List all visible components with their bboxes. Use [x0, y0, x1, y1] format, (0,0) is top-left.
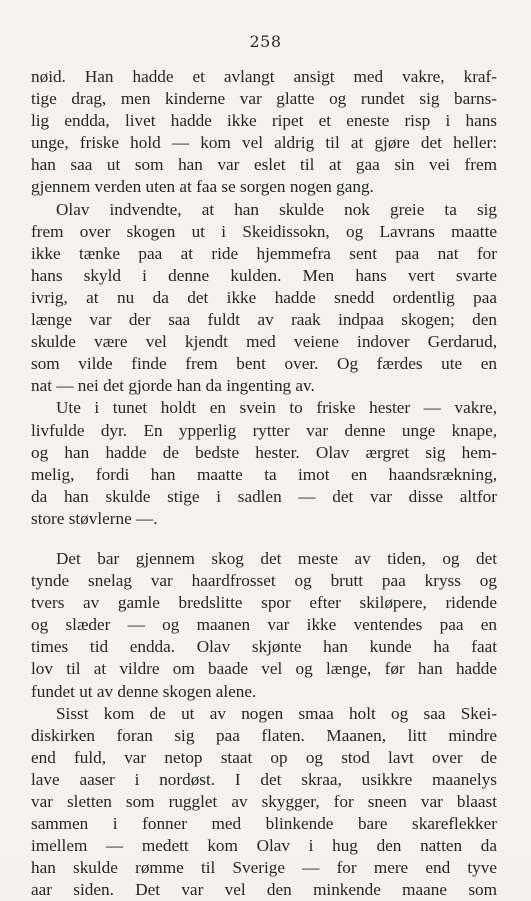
text-line: diskirken foran sig paa flaten. Maanen, litt mindre: [31, 725, 497, 745]
text-line: frem over skogen ut i Skeidissokn, og Lavrans maatte: [31, 221, 497, 241]
page-number: 258: [249, 32, 282, 51]
text-line: ivrig, at nu da det ikke hadde snedd ordentlig paa: [31, 287, 497, 307]
text-line: længe var der saa fuldt av raak indpaa skogen; den: [31, 310, 497, 330]
text-line: unge, friske hold — kom vel aldrig til at gjøre det heller:: [31, 133, 497, 153]
text-line: han saa ut som han var eslet til at gaa sin vei frem: [31, 155, 497, 175]
text-line: tvers av gamle bredslitte spor efter skiløpere, ridende: [31, 593, 497, 613]
text-line: som vilde finde frem bent over. Og færdes ute en: [31, 354, 497, 374]
text-line: Olav indvendte, at han skulde nok greie ta sig: [56, 199, 497, 219]
text-line: lig endda, livet hadde ikke ripet et eneste risp i hans: [31, 111, 497, 131]
text-line: ikke tænke paa at ride hjemmefra sent paa nat for: [31, 243, 497, 263]
body-text: [31, 66, 497, 901]
text-line: nøid. Han hadde et avlangt ansigt med vakre, kraf-: [31, 67, 497, 86]
text-line: end fuld, var netop staat op og stod lavt over de: [31, 747, 497, 767]
text-line: da han skulde stige i sadlen — det var disse altfor: [31, 486, 497, 506]
text-line: han skulde rømme til Sverige — for mere end tyve: [31, 858, 497, 878]
text-line: sammen i fonner med blinkende bare skareflekker: [31, 814, 497, 834]
text-line: melig, fordi han maatte ta imot en haandsrækning,: [31, 464, 497, 484]
text-line: hans skyld i denne kulden. Men hans vert svarte: [31, 265, 497, 285]
text-line: Sisst kom de ut av nogen smaa holt og saa Skei-: [56, 703, 497, 723]
text-line: store støvlerne —.: [31, 508, 158, 528]
text-line: og han hadde de bedste hester. Olav ærgret sig hem-: [31, 442, 497, 462]
text-line: lov til at vildre om baade vel og længe, før han hadde: [31, 659, 497, 679]
section-break: [31, 530, 497, 548]
text-line: fundet ut av denne skogen alene.: [31, 681, 257, 701]
text-line: Ute i tunet holdt en svein to friske hester — vakre,: [56, 398, 497, 418]
text-line: imellem — medett kom Olav i hug den natten da: [31, 836, 497, 856]
text-line: times tid endda. Olav skjønte han kunde ha faat: [31, 637, 497, 657]
text-line: skulde være vel kjendt med veiene indover Gerdarud,: [31, 332, 497, 352]
text-line: aar siden. Det var vel den minkende maane som: [31, 880, 497, 900]
text-line: livfulde dyr. En ypperlig rytter var denne unge knape,: [31, 420, 497, 440]
paragraph: [31, 397, 497, 530]
text-line: lave aaser i nordøst. I det skraa, usikkre maanelys: [31, 769, 497, 789]
text-line: var sletten som rugglet av skygger, for sneen var blaast: [31, 792, 497, 811]
text-line: tynde snelag var haardfrosset og brutt paa kryss og: [31, 571, 497, 591]
text-line: nat — nei det gjorde han da ingenting av.: [31, 376, 315, 396]
text-line: og slæder — og maanen var ikke ventendes paa en: [31, 615, 497, 635]
paragraph: [31, 548, 497, 703]
text-line: gjennem verden uten at faa se sorgen nogen gang.: [31, 177, 374, 197]
text-line: tige drag, men kinderne var glatte og rundet sig barns-: [31, 89, 497, 109]
text-line: Det bar gjennem skog det meste av tiden, og det: [56, 548, 497, 568]
paragraph: [31, 199, 497, 398]
paragraph: [31, 66, 497, 199]
paragraph: [31, 703, 497, 901]
